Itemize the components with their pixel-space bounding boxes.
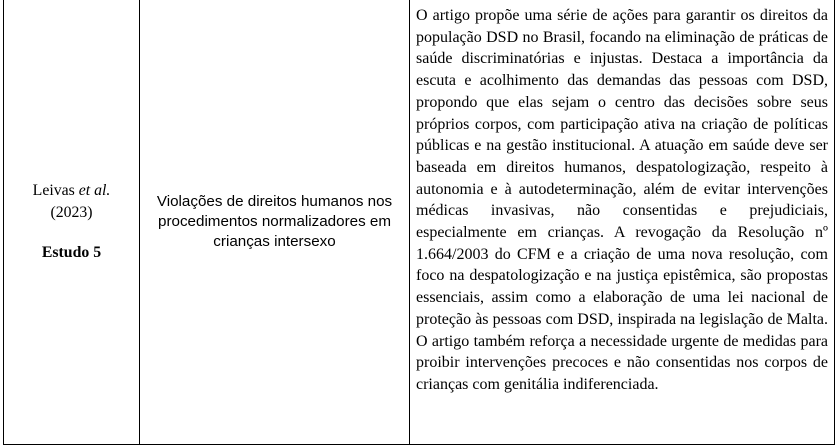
studies-table bbox=[3, 0, 835, 445]
author-etal: et al. bbox=[78, 181, 111, 199]
author-name: Leivas bbox=[32, 181, 75, 199]
study-label: Estudo 5 bbox=[41, 243, 102, 261]
author-line bbox=[4, 180, 139, 202]
summary-cell bbox=[410, 0, 835, 445]
title-cell bbox=[140, 0, 410, 445]
study-title: Violações de direitos humanos nos procedimentos normalizadores em crianças intersexo bbox=[156, 192, 393, 250]
table-row bbox=[4, 0, 835, 445]
study-summary: O artigo propõe uma série de ações para garantir os direitos da população DSD no Brasil, focando na eliminação de práticas de saúde discriminatórias e injustas. Destaca a importância da escuta e acolhimento das demandas das pessoas com DSD, propondo que elas sejam o centro das decisões sobre seus próprios corpos, com participação ativa na criação de políticas públicas e na gestão institucional. A atuação em saúde deve ser baseada em direitos humanos, despatologização, respeito à autonomia e à autodeterminação, além de evitar intervenções médicas invasivas, não consentidas e prejudiciais, especialmente em crianças. A revogação da Resolução nº 1.664/2003 do CFM e a criação de uma nova resolução, com foco na despatologização e na justiça epistêmica, são propostas essenciais, assim como a elaboração de uma lei nacional de proteção às pessoas com DSD, inspirada na legislação de Malta. O artigo também reforça a necessidade urgente de medidas para proibir intervenções precoces e não consentidas nos corpos de crianças com genitália indiferenciada. bbox=[416, 7, 828, 393]
author-cell bbox=[4, 0, 140, 445]
publication-year: (2023) bbox=[50, 203, 93, 221]
